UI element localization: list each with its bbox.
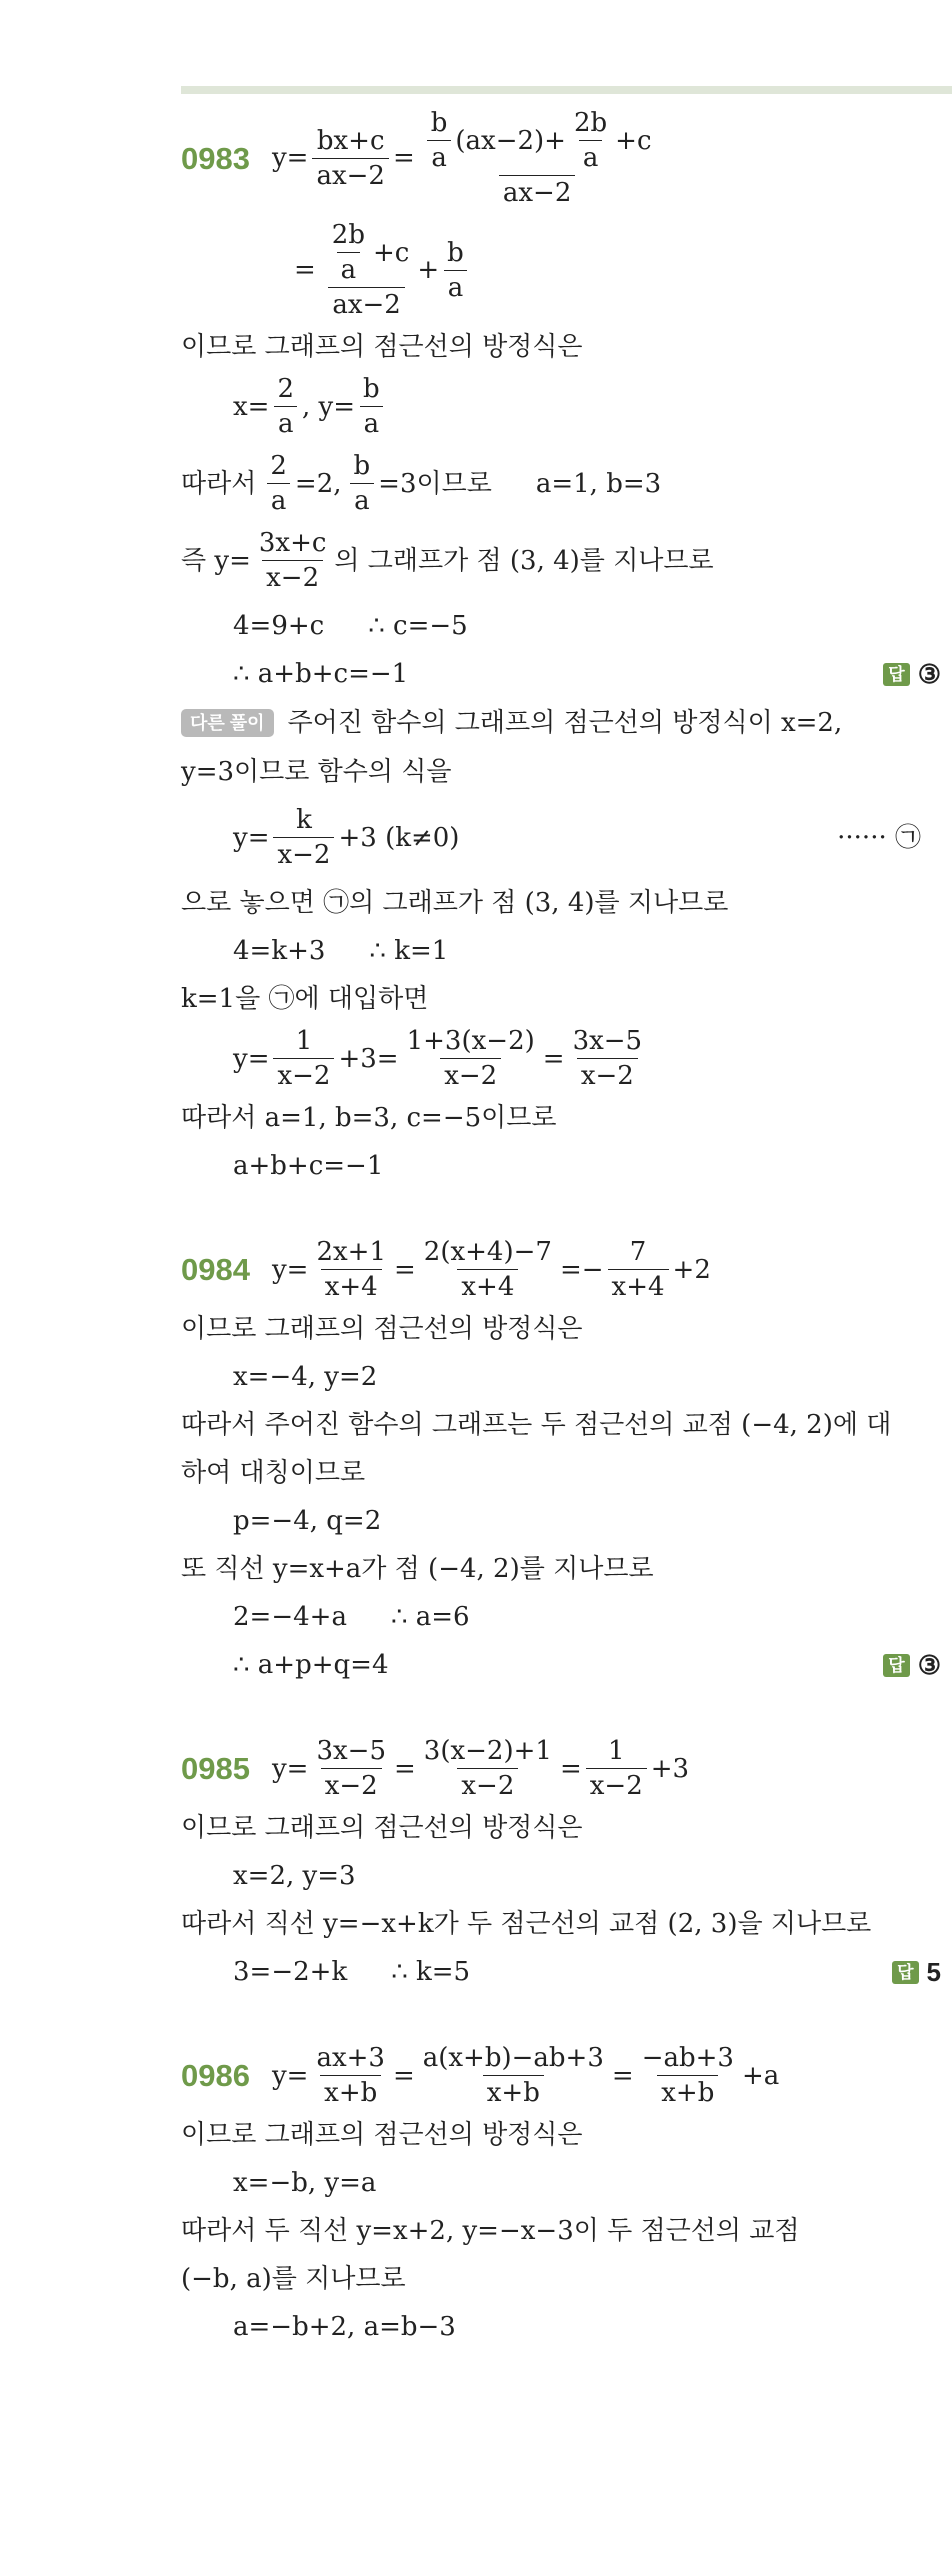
text-line: 또 직선 y=x+a가 점 (−4, 2)를 지나므로 bbox=[181, 1554, 654, 1584]
text-line: 따라서 $\frac{2}{a}$ =2, $\frac{b}{a}$ =3이므로 a=1, b=3 bbox=[181, 451, 662, 516]
text-line: 따라서 직선 y=−x+k가 두 점근선의 교점 (2, 3)을 지나므로 bbox=[181, 1909, 872, 1939]
fraction: $\frac{bx+c}{ax-2}$ bbox=[312, 128, 389, 189]
text-line: 하여 대칭이므로 bbox=[181, 1458, 366, 1488]
equation-line: y= $\frac{1}{x-2}$ +3= $\frac{1+3(x-2)}{x-2}$ = $\frac{3x-5}{x-2}$ bbox=[233, 1026, 643, 1091]
text-line: 따라서 a=1, b=3, c=−5이므로 bbox=[181, 1103, 557, 1133]
problem-0983-heading: 0983 y= $\frac{bx+c}{ax-2}$ = $\frac{b}{a}$ (ax−2)+ $\frac{2b}{a}$ +c ax−2 bbox=[181, 110, 941, 206]
answer-value: ③ bbox=[917, 1650, 941, 1680]
equation-line: x= $\frac{2}{a}$ , y= $\frac{b}{a}$ bbox=[181, 376, 941, 437]
text-line: 따라서 주어진 함수의 그래프는 두 점근선의 교점 (−4, 2)에 대 bbox=[181, 1410, 892, 1440]
text-line: k=1을 ㉠에 대입하면 bbox=[181, 984, 429, 1014]
equation-line: 3=−2+k ∴ k=5 답 5 bbox=[233, 1957, 941, 1987]
text-line: 으로 놓으면 ㉠의 그래프가 점 (3, 4)를 지나므로 bbox=[181, 888, 729, 918]
equation-line: a=−b+2, a=b−3 bbox=[233, 2312, 456, 2342]
text-line: 이므로 그래프의 점근선의 방정식은 bbox=[181, 1314, 583, 1344]
equation-line: x=−4, y=2 bbox=[233, 1362, 378, 1392]
compound-fraction: $\frac{2b}{a}$ +c ax−2 bbox=[320, 222, 414, 318]
text-line: 이므로 그래프의 점근선의 방정식은 bbox=[181, 332, 583, 362]
top-rule bbox=[181, 86, 952, 94]
answer-value: ③ bbox=[917, 659, 941, 689]
equation-line: = $\frac{2b}{a}$ +c ax−2 + $\frac{b}{a}$ bbox=[181, 222, 941, 318]
equation-line: ∴ a+p+q=4 답 ③ bbox=[233, 1650, 941, 1680]
text-line: 따라서 두 직선 y=x+2, y=−x−3이 두 점근선의 교점 bbox=[181, 2216, 800, 2246]
text-line: 이므로 그래프의 점근선의 방정식은 bbox=[181, 2120, 583, 2150]
equation-line: x=2, y=3 bbox=[233, 1861, 356, 1891]
answer-tag bbox=[883, 661, 941, 687]
answer-label: 답 bbox=[883, 1654, 909, 1677]
answer-tag bbox=[883, 1652, 941, 1678]
text-line: 이므로 그래프의 점근선의 방정식은 bbox=[181, 1813, 583, 1843]
problem-number: 0986 bbox=[181, 2058, 250, 2093]
equation-line: y= $\frac{k}{x-2}$ +3 (k≠0) ······ ㉠ bbox=[233, 805, 921, 870]
problem-number: 0984 bbox=[181, 1252, 250, 1287]
fraction: $\frac{b}{a}$ bbox=[443, 240, 468, 301]
equation-line: p=−4, q=2 bbox=[233, 1506, 382, 1536]
problem-0985-heading: 0985 y= $\frac{3x-5}{x-2}$ = $\frac{3(x-2)+1}{x-2}$ = $\frac{1}{x-2}$ +3 bbox=[181, 1736, 690, 1801]
equation-marker: ······ ㉠ bbox=[837, 822, 921, 853]
problem-number: 0983 bbox=[181, 140, 250, 176]
problem-number: 0985 bbox=[181, 1751, 250, 1786]
answer-tag bbox=[892, 1959, 941, 1985]
text-line: y=3이므로 함수의 식을 bbox=[181, 757, 452, 787]
equation-line: 4=9+c ∴ c=−5 bbox=[233, 611, 468, 641]
alt-solution-badge: 다른 풀이 bbox=[181, 709, 274, 737]
answer-value: 5 bbox=[926, 1957, 941, 1987]
equation-line: ∴ a+b+c=−1 답 ③ bbox=[233, 659, 941, 689]
problem-0986-heading: 0986 y= $\frac{ax+3}{x+b}$ = $\frac{a(x+b)-ab+3}{x+b}$ = $\frac{-ab+3}{x+b}$ +a bbox=[181, 2043, 780, 2108]
problem-0984-heading: 0984 y= $\frac{2x+1}{x+4}$ = $\frac{2(x+4)-7}{x+4}$ =− $\frac{7}{x+4}$ +2 bbox=[181, 1237, 711, 1302]
solution-content bbox=[181, 110, 941, 2340]
equation-line: 4=k+3 ∴ k=1 bbox=[233, 936, 449, 966]
text-line: (−b, a)를 지나므로 bbox=[181, 2264, 406, 2294]
compound-fraction: $\frac{b}{a}$ (ax−2)+ $\frac{2b}{a}$ +c ax−2 bbox=[419, 110, 656, 206]
equation-line: x=−b, y=a bbox=[233, 2168, 377, 2198]
answer-label: 답 bbox=[883, 663, 909, 686]
text-line: 즉 y= $\frac{3x+c}{x-2}$ 의 그래프가 점 (3, 4)를 지나므로 bbox=[181, 528, 714, 593]
equation-line: 2=−4+a ∴ a=6 bbox=[233, 1602, 470, 1632]
alt-solution-line: 다른 풀이 주어진 함수의 그래프의 점근선의 방정식이 x=2, bbox=[181, 709, 941, 737]
answer-label: 답 bbox=[892, 1961, 918, 1984]
equation-line: a+b+c=−1 bbox=[233, 1151, 384, 1181]
